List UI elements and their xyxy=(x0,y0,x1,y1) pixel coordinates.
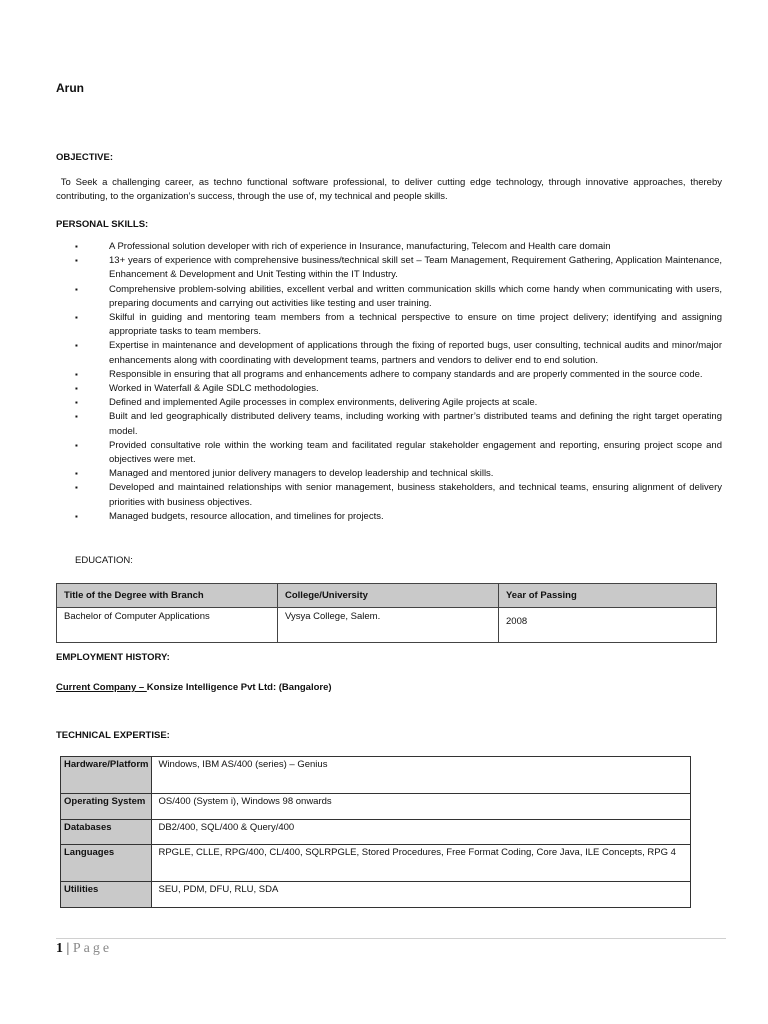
education-degree: Bachelor of Computer Applications xyxy=(57,608,278,643)
list-item xyxy=(56,481,722,509)
education-header-row xyxy=(57,584,717,608)
bullet-icon: ▪ xyxy=(75,242,78,251)
skill-text: Responsible in ensuring that all programs and enhancements adhere to company standards and are properly commented in the source code. xyxy=(109,368,703,380)
skill-text: Expertise in maintenance and development of applications through the fixing of reported bugs, user consulting, technical audits and minor/major enhancements along with coordinating with development teams, partners and vendors to deliver end to end solution. xyxy=(109,340,722,366)
list-item xyxy=(56,339,722,367)
education-header-degree: Title of the Degree with Branch xyxy=(57,584,278,608)
employment-heading: EMPLOYMENT HISTORY: xyxy=(56,652,170,663)
tech-label-hardware: Hardware/Platform xyxy=(61,757,152,794)
education-table xyxy=(56,583,717,643)
bullet-icon: ▪ xyxy=(75,440,78,450)
bullet-icon: ▪ xyxy=(75,341,78,351)
page-word: Page xyxy=(72,941,113,956)
current-company-label: Current Company – xyxy=(56,682,147,693)
technical-heading: TECHNICAL EXPERTISE: xyxy=(56,730,170,741)
bullet-icon: ▪ xyxy=(75,284,78,294)
skill-text: Managed and mentored junior delivery managers to develop leadership and technical skills. xyxy=(109,468,494,480)
table-row xyxy=(61,757,691,794)
tech-value-utilities: SEU, PDM, DFU, RLU, SDA xyxy=(152,882,691,908)
bullet-icon: ▪ xyxy=(75,313,78,323)
skill-text: Defined and implemented Agile processes in complex environments, delivering Agile projects at scale. xyxy=(109,397,538,409)
personal-skills-heading: PERSONAL SKILLS: xyxy=(56,219,149,230)
table-row xyxy=(57,608,717,643)
personal-skills-list xyxy=(56,240,722,524)
list-item xyxy=(56,283,722,311)
table-row xyxy=(61,794,691,820)
current-company xyxy=(56,682,332,693)
bullet-icon: ▪ xyxy=(75,398,78,408)
list-item xyxy=(56,396,722,410)
bullet-icon: ▪ xyxy=(75,384,78,394)
skill-text: A Professional solution developer with rich of experience in Insurance, manufacturing, Telecom and Health care domain xyxy=(109,241,611,252)
skill-text: Managed budgets, resource allocation, and timelines for projects. xyxy=(109,510,384,522)
skill-text: Skilful in guiding and mentoring team members from a technical perspective to ensure on time project delivery; identifying and assigning appropriate tasks to team members. xyxy=(109,312,722,338)
page-footer xyxy=(56,941,112,957)
list-item xyxy=(56,368,722,382)
candidate-name: Arun xyxy=(56,81,84,95)
list-item xyxy=(56,467,722,481)
list-item xyxy=(56,311,722,339)
objective-text: To Seek a challenging career, as techno functional software professional, to deliver cutting edge technology, through innovative approaches, thereby contributing, to the organization’s success, through the use of, my technical and people skills. xyxy=(56,177,723,202)
tech-label-os: Operating System xyxy=(61,794,152,820)
education-header-year: Year of Passing xyxy=(499,584,717,608)
list-item xyxy=(56,254,722,282)
tech-value-hardware: Windows, IBM AS/400 (series) – Genius xyxy=(152,757,691,794)
footer-divider xyxy=(56,938,726,939)
page-number: 1 xyxy=(56,941,63,956)
skill-text: Provided consultative role within the working team and facilitated regular stakeholder engagement and reporting, ensuring project scope and objectives were met. xyxy=(109,439,722,466)
skill-text: 13+ years of experience with comprehensive business/technical skill set – Team Management, Requirement Gathering, Application Maintenance, Enhancement & Development and Unit Testing within the IT Industry. xyxy=(109,255,722,281)
tech-label-utilities: Utilities xyxy=(61,882,152,908)
table-row xyxy=(61,845,691,882)
list-item xyxy=(56,240,722,254)
bullet-icon: ▪ xyxy=(75,469,78,479)
bullet-icon: ▪ xyxy=(75,256,78,266)
tech-value-os: OS/400 (System i), Windows 98 onwards xyxy=(152,794,691,820)
skill-text: Built and led geographically distributed delivery teams, including working with partner’s distributed teams and defining the right target operating model. xyxy=(109,411,722,437)
tech-label-databases: Databases xyxy=(61,820,152,845)
education-college: Vysya College, Salem. xyxy=(278,608,499,643)
page-separator: | xyxy=(63,941,73,956)
tech-value-databases: DB2/400, SQL/400 & Query/400 xyxy=(152,820,691,845)
table-row xyxy=(61,820,691,845)
bullet-icon: ▪ xyxy=(75,483,78,493)
objective-heading: OBJECTIVE: xyxy=(56,152,114,163)
bullet-icon: ▪ xyxy=(75,412,78,422)
table-row xyxy=(61,882,691,908)
education-label: EDUCATION: xyxy=(75,555,133,566)
list-item xyxy=(56,410,722,438)
bullet-icon: ▪ xyxy=(75,369,78,379)
tech-value-languages: RPGLE, CLLE, RPG/400, CL/400, SQLRPGLE, Stored Procedures, Free Format Coding, Core Java, ILE Concepts, RPG 4 xyxy=(152,845,691,882)
education-header-college: College/University xyxy=(278,584,499,608)
tech-label-languages: Languages xyxy=(61,845,152,882)
bullet-icon: ▪ xyxy=(75,511,78,521)
technical-table xyxy=(60,756,691,908)
skill-text: Worked in Waterfall & Agile SDLC methodologies. xyxy=(109,383,319,395)
skill-text: Developed and maintained relationships with senior management, business stakeholders, and technical teams, ensuring alignment of delivery priorities with business objectives. xyxy=(109,482,722,508)
list-item xyxy=(56,510,722,524)
skill-text: Comprehensive problem-solving abilities, excellent verbal and written communication skills which come handy when communicating with users, preparing documents and carrying out activities like testing and user training. xyxy=(109,283,722,309)
list-item xyxy=(56,439,722,467)
list-item xyxy=(56,382,722,396)
education-year: 2008 xyxy=(499,608,717,643)
current-company-name: Konsize Intelligence Pvt Ltd: (Bangalore) xyxy=(146,682,332,693)
